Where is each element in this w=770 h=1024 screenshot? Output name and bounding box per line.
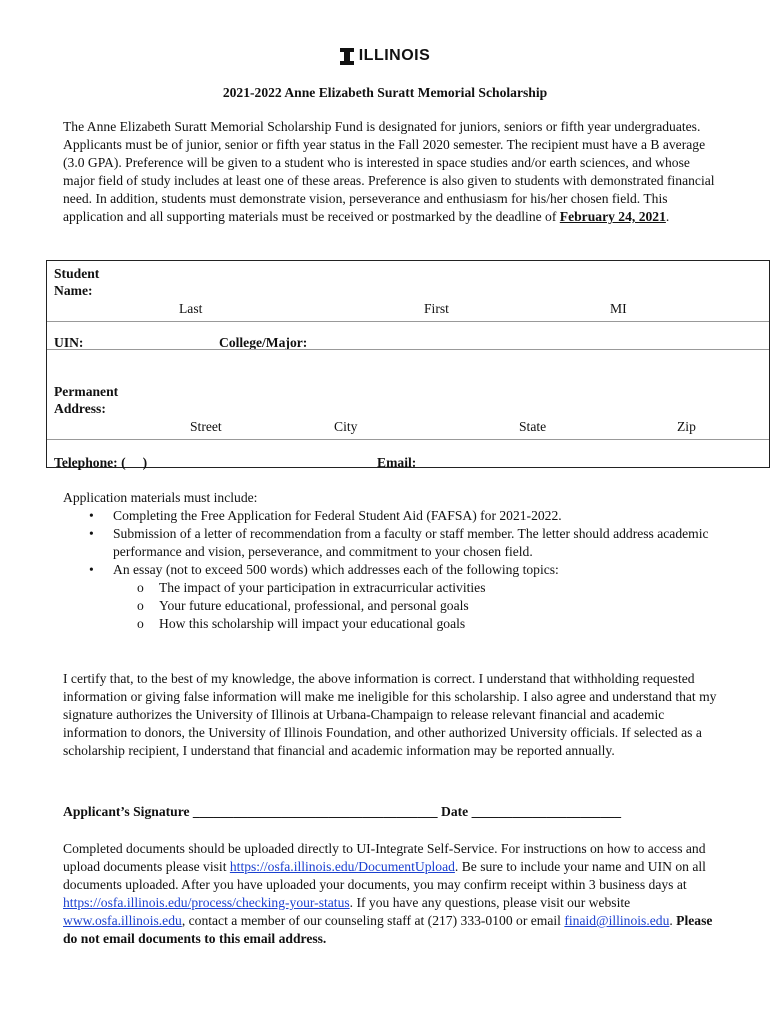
zip-caption: Zip bbox=[677, 419, 696, 434]
student-name-label-1: Student bbox=[54, 266, 100, 281]
materials-list bbox=[63, 507, 733, 633]
list-item: • Submission of a letter of recommendation from a faculty or staff member. The letter should address academic performance and vision, perseverance, and commitment to your chosen field. bbox=[63, 525, 733, 561]
email-warning: Please do not email documents to this email address. bbox=[63, 913, 713, 946]
checking-status-link[interactable]: https://osfa.illinois.edu/process/checking-your-status bbox=[63, 895, 350, 910]
permanent-address-label-1: Permanent bbox=[54, 384, 119, 399]
document-title: 2021-2022 Anne Elizabeth Suratt Memorial Scholarship bbox=[222, 85, 548, 100]
divider bbox=[47, 321, 769, 322]
telephone-label: Telephone: ( ) bbox=[54, 455, 148, 470]
sub-list-item: o Your future educational, professional, and personal goals bbox=[63, 597, 733, 615]
uin-label: UIN: bbox=[54, 335, 84, 350]
first-name-caption: First bbox=[424, 301, 449, 316]
block-i-icon bbox=[340, 48, 354, 65]
certification-paragraph: I certify that, to the best of my knowledge, the above information is correct. I understand that withholding requested information or giving false information will make me ineligible for this scholarship. I also agree and understand that my signature authorizes the University of Illinois at Urbana-Champaign to release relevant financial and academic information to donors, the University of Illinois Foundation, and other authorized University officials. If selected as a scholarship recipient, I understand that financial and academic information may be reported annually. bbox=[63, 671, 717, 758]
divider bbox=[47, 439, 769, 440]
intro-paragraph: The Anne Elizabeth Suratt Memorial Scholarship Fund is designated for juniors, seniors or fifth year undergraduates. Applicants must be of junior, senior or fifth year status in the Fall 2020 semester. The recipient must have a B average (3.0 GPA). Preference will be given to a student who is interested in space studies and/or earth sciences, and whose major field of study includes at least one of these areas. Preference is also given to students with demonstrated financial need. In addition, students must demonstrate vision, perseverance and enthusiasm for his/her chosen field. This application and all supporting materials must be received or postmarked by the deadline of February 24, 2021. bbox=[63, 119, 715, 224]
submission-instructions: Completed documents should be uploaded directly to UI-Integrate Self-Service. For instructions on how to access and upload documents please visit https://osfa.illinois.edu/DocumentUpload. Be sure to include your name and UIN on all documents uploaded. After you have uploaded your documents, you may confirm receipt within 3 business days at https://osfa.illinois.edu/process/checking-your-status. If you have any questions, please visit our website www.osfa.illinois.edu, contact a member of our counseling staff at (217) 333-0100 or email finaid@illinois.edu. Please do not email documents to this email address. bbox=[63, 841, 713, 946]
header-logo-row bbox=[0, 44, 770, 68]
document-upload-link[interactable]: https://osfa.illinois.edu/DocumentUpload bbox=[229, 859, 455, 874]
application-materials bbox=[63, 489, 733, 633]
logo-text: ILLINOIS bbox=[358, 47, 431, 64]
college-major-label: College/Major: bbox=[219, 335, 308, 350]
list-item: • An essay (not to exceed 500 words) which addresses each of the following topics: bbox=[63, 561, 733, 579]
email-label: Email: bbox=[377, 455, 417, 470]
sub-list-item: o How this scholarship will impact your educational goals bbox=[63, 615, 733, 633]
student-name-label-2: Name: bbox=[54, 283, 93, 298]
intro-text: The Anne Elizabeth Suratt Memorial Scholarship Fund is designated for juniors, seniors or fifth year undergraduates. Applicants must be of junior, senior or fifth year status in the Fall 2020 semester. The recipient must have a B average (3.0 GPA). Preference will be given to a student who is interested in space studies and/or earth sciences, and whose major field of study includes at least one of these areas. Preference is also given to students with demonstrated financial need. In addition, students must demonstrate vision, perseverance and enthusiasm for his/her chosen field. This application and all supporting materials must be received or postmarked by the deadline of bbox=[63, 119, 715, 224]
street-caption: Street bbox=[190, 419, 222, 434]
materials-heading: Application materials must include: bbox=[63, 490, 258, 505]
signature-line: Applicant’s Signature ____________________________________ Date ______________________ bbox=[63, 804, 622, 819]
last-name-caption: Last bbox=[179, 301, 203, 316]
city-caption: City bbox=[334, 419, 358, 434]
list-item: • Completing the Free Application for Federal Student Aid (FAFSA) for 2021-2022. bbox=[63, 507, 733, 525]
middle-initial-caption: MI bbox=[610, 301, 627, 316]
deadline-date: February 24, 2021 bbox=[559, 209, 666, 224]
student-info-form bbox=[46, 260, 770, 468]
finaid-email-link[interactable]: finaid@illinois.edu bbox=[564, 913, 670, 928]
divider bbox=[47, 349, 769, 350]
sub-list-item: o The impact of your participation in extracurricular activities bbox=[63, 579, 733, 597]
permanent-address-label-2: Address: bbox=[54, 401, 106, 416]
osfa-website-link[interactable]: www.osfa.illinois.edu bbox=[63, 913, 182, 928]
state-caption: State bbox=[519, 419, 547, 434]
illinois-logo bbox=[340, 47, 431, 65]
